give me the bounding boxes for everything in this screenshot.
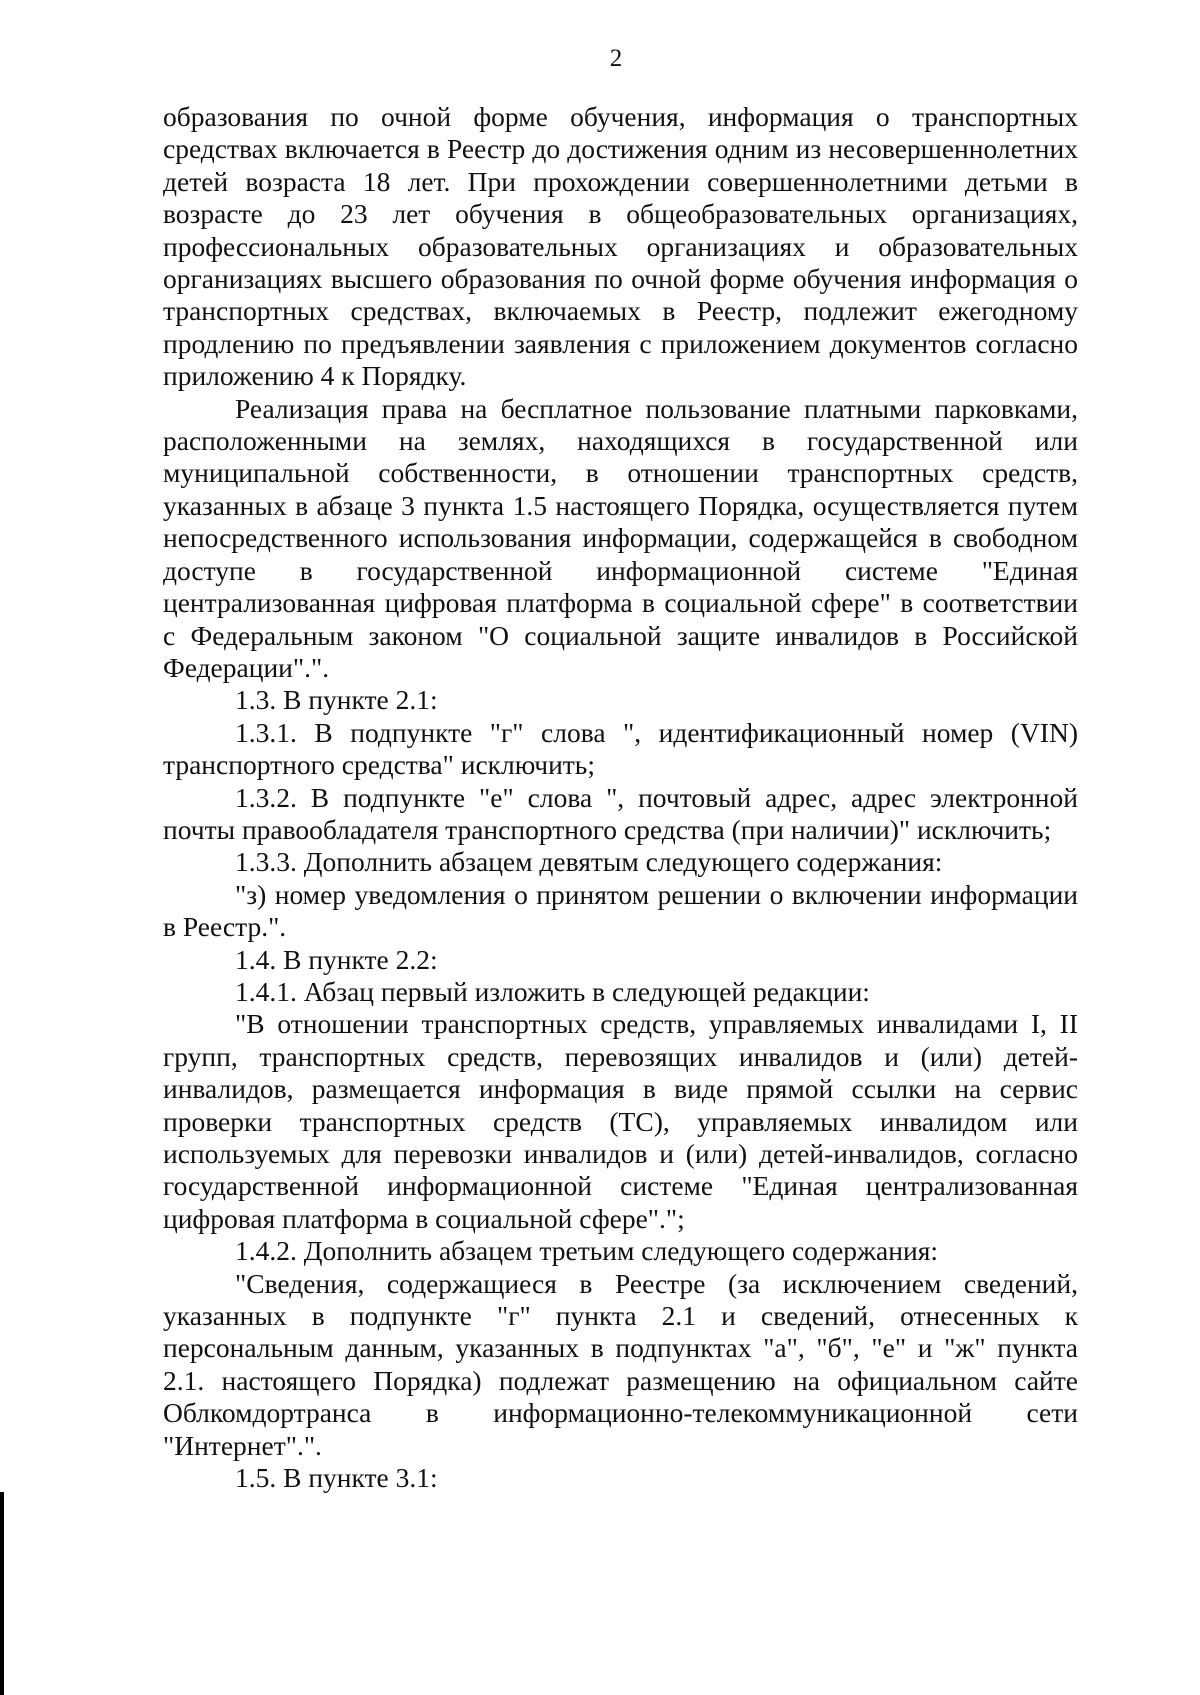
page-number: 2: [609, 45, 623, 72]
paragraph-disabled-vehicles: "В отношении транспортных средств, управляемых инвалидами I, II групп, транспортных средств, перевозящих инвалидов и (или) детей-инвалидов, размещается информация в виде прямой ссылки на сервис проверки транспортных средств (ТС), управляемых инвалидом или используемых для перевозки инвалидов и (или) детей-инвалидов, согласно государственной информационной системе "Единая централизованная цифровая платформа в социальной сфере".";: [163, 1008, 1078, 1234]
paragraph-1-5: 1.5. В пункте 3.1:: [235, 1462, 438, 1494]
paragraph-1-4-1: 1.4.1. Абзац первый изложить в следующей редакции:: [235, 975, 870, 1007]
paragraph-continuation-education: образования по очной форме обучения, информация о транспортных средствах включается в Реестр до достижения одним из несовершеннолетних детей возраста 18 лет. При прохождении совершеннолетними детьми в возрасте до 23 лет обучения в общеобразовательных организациях, профессиональных образовательных организациях и образовательных организациях высшего образования по очной форме обучения информация о транспортных средствах, включаемых в Реестр, подлежит ежегодному продлению по предъявлении заявления с приложением документов согласно приложению 4 к Порядку.: [163, 101, 1078, 392]
paragraph-free-parking: Реализация права на бесплатное пользование платными парковками, расположенными на землях, находящихся в государственной или муниципальной собственности, в отношении транспортных средств, указанных в абзаце 3 пункта 1.5 настоящего Порядка, осуществляется путем непосредственного использования информации, содержащейся в свободном доступе в государственной информационной системе "Единая централизованная цифровая платформа в социальной сфере" в соответствии с Федеральным законом "О социальной защите инвалидов в Российской Федерации".".: [163, 392, 1078, 683]
document-body: [163, 101, 1078, 1494]
paragraph-1-4-2: 1.4.2. Дополнить абзацем третьим следующего содержания:: [235, 1235, 938, 1267]
paragraph-1-3: 1.3. В пункте 2.1:: [235, 684, 438, 716]
scan-edge-mark: [0, 1492, 4, 1695]
paragraph-1-4: 1.4. В пункте 2.2:: [235, 943, 438, 975]
paragraph-1-3-1: 1.3.1. В подпункте "г" слова ", идентификационный номер (VIN) транспортного средства" исключить;: [163, 716, 1078, 781]
paragraph-registry-publication: "Сведения, содержащиеся в Реестре (за исключением сведений, указанных в подпункте "г" пункта 2.1 и сведений, отнесенных к персональным данным, указанных в подпунктах "а", "б", "е" и "ж" пункта 2.1. настоящего Порядка) подлежат размещению на официальном сайте Облкомдортранса в информационно-телекоммуникационной сети "Интернет".".: [163, 1267, 1078, 1461]
paragraph-1-3-2: 1.3.2. В подпункте "е" слова ", почтовый адрес, адрес электронной почты правообладателя транспортного средства (при наличии)" исключить;: [163, 781, 1078, 845]
paragraph-1-3-3: 1.3.3. Дополнить абзацем девятым следующего содержания:: [235, 846, 943, 878]
paragraph-subpoint-z: "з) номер уведомления о принятом решении о включении информации в Реестр.".: [163, 878, 1078, 943]
